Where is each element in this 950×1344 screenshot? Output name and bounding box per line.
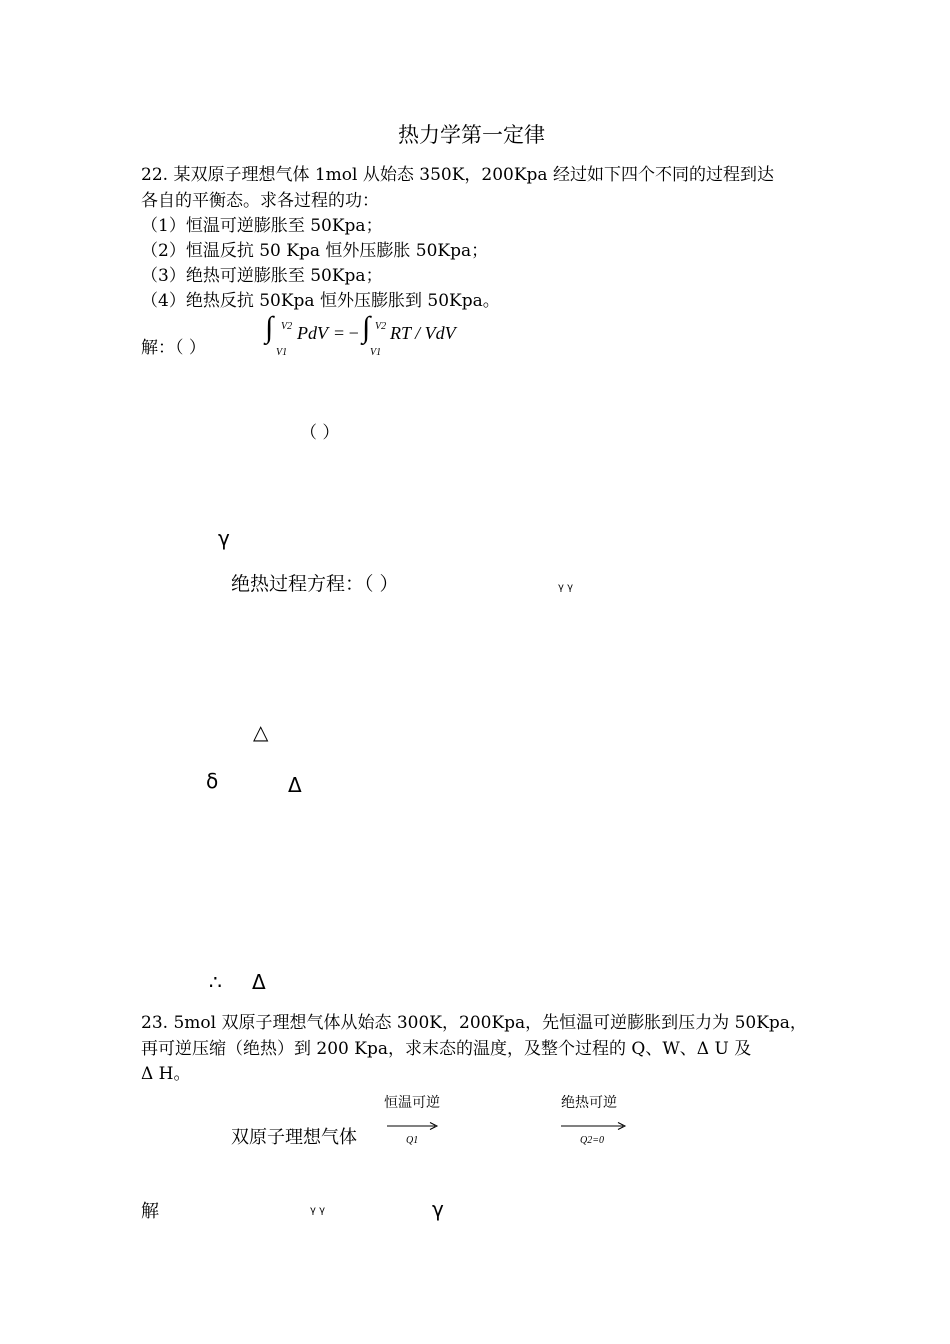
triangle-symbol: △ (253, 720, 269, 744)
problem22-line1: 22. 某双原子理想气体 1mol 从始态 350K，200Kpa 经过如下四个不同的过程到达 (141, 165, 774, 185)
delta-final-symbol: Δ (252, 970, 266, 994)
problem22-item-2: （2）恒温反抗 50 Kpa 恒外压膨胀 50Kpa； (141, 241, 489, 261)
integral-sign-1: ∫ (265, 311, 274, 344)
scheme-label: 双原子理想气体 (231, 1127, 357, 1148)
arrow1-top-label: 恒温可逆 (384, 1095, 440, 1111)
paren-placeholder: （ ） (300, 423, 340, 443)
problem23-line3: Δ H。 (141, 1064, 191, 1084)
problem23-solution-label: 解 (141, 1201, 159, 1222)
page-title: 热力学第一定律 (398, 123, 545, 147)
adiabatic-equation-label: 绝热过程方程：（ ） (231, 573, 399, 595)
integral-upper-2: V2 (375, 321, 387, 332)
problem22-solution-label: 解：（ ） (141, 338, 206, 358)
formula-equals: = − (334, 323, 359, 343)
gamma-small-symbols: γ γ (558, 582, 574, 593)
integral-sign-2: ∫ (362, 311, 371, 344)
problem22-item-3: （3）绝热可逆膨胀至 50Kpa； (141, 266, 383, 286)
problem23-line2: 再可逆压缩（绝热）到 200 Kpa，求末态的温度，及整个过程的 Q、W、Δ U 及 (141, 1039, 752, 1059)
arrow1-bottom-label: Q1 (406, 1135, 419, 1146)
gamma-symbol: γ (218, 526, 230, 550)
formula-lhs: PdV (297, 323, 328, 343)
formula-rhs: RT / VdV (390, 323, 456, 343)
problem23-line1: 23. 5mol 双原子理想气体从始态 300K，200Kpa，先恒温可逆膨胀到压力为 50Kpa， (141, 1013, 807, 1033)
arrow2-bottom-label: Q2=0 (580, 1135, 604, 1146)
delta-upper-symbol: Δ (288, 773, 302, 797)
arrow2-top-label: 绝热可逆 (561, 1095, 617, 1111)
right-arrow-icon-1 (385, 1120, 441, 1132)
delta-lower-symbol: δ (206, 769, 219, 793)
therefore-symbol: ∴ (209, 970, 222, 994)
problem22-item-1: （1）恒温可逆膨胀至 50Kpa； (141, 216, 383, 236)
integral-upper-1: V2 (281, 321, 293, 332)
problem22-item-4: （4）绝热反抗 50Kpa 恒外压膨胀到 50Kpa。 (141, 291, 500, 311)
right-arrow-icon-2 (559, 1120, 629, 1132)
problem23-gamma: γ (432, 1197, 444, 1221)
problem23-gamma-small: γ γ (310, 1205, 326, 1216)
problem22-line2: 各自的平衡态。求各过程的功： (141, 191, 379, 211)
integral-lower-1: V1 (276, 347, 288, 358)
integral-lower-2: V1 (370, 347, 382, 358)
